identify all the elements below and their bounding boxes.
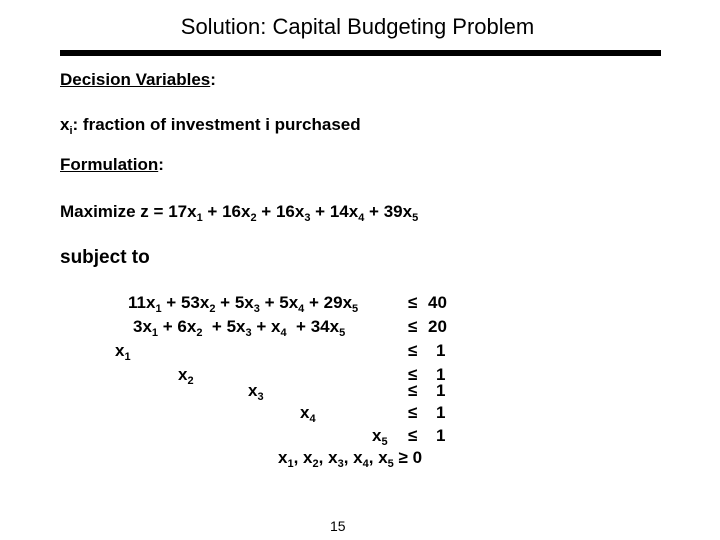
constraint-rhs: 1 xyxy=(436,426,446,445)
nonneg-term-coef: x xyxy=(353,448,363,467)
objective-term-operator: + xyxy=(202,202,223,221)
constraint-term-subscript: 3 xyxy=(257,391,264,403)
constraint-lhs xyxy=(133,317,345,337)
var-subscript-i: i xyxy=(69,125,73,137)
formulation-colon: : xyxy=(158,155,164,174)
nonneg-term-coef: x xyxy=(328,448,338,467)
var-x: x xyxy=(60,115,70,134)
objective-term-subscript: 2 xyxy=(250,212,257,224)
constraint-lhs xyxy=(128,293,358,313)
constraint-term-coef: x xyxy=(372,426,382,445)
objective-term-subscript: 4 xyxy=(358,212,365,224)
constraint-lhs xyxy=(178,365,194,385)
constraint-term-subscript: 2 xyxy=(196,327,203,339)
constraint-relation: ≤ xyxy=(408,317,418,336)
objective-term-coef: 17x xyxy=(168,202,197,221)
objective-term-operator: + xyxy=(364,202,384,221)
var-description: : fraction of investment i purchased xyxy=(72,115,361,134)
constraint-rhs: 1 xyxy=(436,381,446,400)
constraint-rhs: 1 xyxy=(436,403,446,422)
constraint-term-operator: + xyxy=(158,317,178,336)
constraint-term-coef: x xyxy=(248,381,258,400)
objective-term-subscript: 1 xyxy=(196,212,203,224)
objective-term-subscript: 5 xyxy=(412,212,419,224)
constraint-term-coef: 34x xyxy=(310,317,340,336)
constraint-term-operator: + xyxy=(161,293,181,312)
constraint-relation: ≤ xyxy=(408,381,418,400)
objective-term-operator: + xyxy=(256,202,276,221)
nonneg-term-subscript: 1 xyxy=(287,458,294,470)
constraint-term-coef: 3x xyxy=(133,317,152,336)
constraint-lhs xyxy=(248,381,264,401)
constraint-relation: ≤ xyxy=(408,365,418,384)
objective-term-subscript: 3 xyxy=(304,212,311,224)
page-number: 15 xyxy=(330,518,346,534)
constraint-relation: ≤ xyxy=(408,403,418,422)
constraint-rhs: 40 xyxy=(428,293,447,312)
subject-to-label: subject to xyxy=(60,247,150,268)
constraint-lhs xyxy=(115,341,131,361)
objective-term-coef: 14x xyxy=(329,202,359,221)
formulation-heading xyxy=(60,155,164,175)
constraint-term-subscript: 2 xyxy=(187,375,194,387)
objective-term-coef: 16x xyxy=(222,202,251,221)
constraint-term-coef: x xyxy=(178,365,188,384)
constraint-term-coef: x xyxy=(271,317,281,336)
constraint-rhs: 20 xyxy=(428,317,447,336)
objective-term-coef: 16x xyxy=(275,202,305,221)
nonnegativity-constraint xyxy=(278,448,422,468)
objective-prefix: Maximize z = xyxy=(60,202,169,221)
constraint-rhs: 1 xyxy=(436,365,446,384)
constraint-term-coef: 6x xyxy=(177,317,197,336)
constraint-term-subscript: 1 xyxy=(155,303,162,315)
constraint-term-coef: x xyxy=(115,341,125,360)
variable-definition xyxy=(60,115,361,135)
objective-term-operator: + xyxy=(310,202,330,221)
nonneg-term-coef: x xyxy=(378,448,388,467)
constraint-term-subscript: 4 xyxy=(280,327,287,339)
nonneg-term-operator: , xyxy=(343,448,354,467)
nonneg-term-coef: x xyxy=(278,448,288,467)
constraint-term-operator: + xyxy=(251,317,271,336)
constraint-relation: ≤ xyxy=(408,293,418,312)
constraint-term-coef: 5x xyxy=(226,317,246,336)
constraint-term-subscript: 1 xyxy=(151,327,159,339)
nonneg-term-operator: , xyxy=(318,448,329,467)
constraint-term-subscript: 4 xyxy=(309,413,316,425)
decision-variables-heading xyxy=(60,70,216,90)
constraint-term-subscript: 5 xyxy=(381,436,388,448)
constraint-term-subscript: 5 xyxy=(339,327,346,339)
constraint-lhs xyxy=(300,403,316,423)
constraint-term-subscript: 1 xyxy=(124,351,131,363)
formulation-label: Formulation xyxy=(60,155,159,174)
slide-title: Solution: Capital Budgeting Problem xyxy=(180,14,535,39)
objective-function xyxy=(60,202,418,222)
constraint-lhs xyxy=(372,426,388,446)
nonneg-relation: ≥ xyxy=(393,448,413,467)
constraint-term-operator: + xyxy=(304,293,324,312)
constraint-term-subscript: 2 xyxy=(209,303,216,315)
nonneg-term-subscript: 3 xyxy=(337,458,344,470)
constraint-term-coef: 53x xyxy=(180,293,210,312)
constraint-term-subscript: 4 xyxy=(298,303,305,315)
constraint-term-operator: + xyxy=(286,317,311,336)
constraint-term-coef: 5x xyxy=(234,293,254,312)
constraint-term-coef: 11x xyxy=(128,293,156,312)
constraint-rhs: 1 xyxy=(436,341,446,360)
decision-variables-label: Decision Variables xyxy=(60,70,211,89)
constraint-term-subscript: 5 xyxy=(352,303,359,315)
constraint-term-operator: + xyxy=(215,293,235,312)
constraint-term-operator: + xyxy=(202,317,227,336)
constraint-relation: ≤ xyxy=(408,341,418,360)
constraint-term-coef: 29x xyxy=(323,293,353,312)
nonneg-rhs: 0 xyxy=(412,448,423,467)
nonneg-term-subscript: 4 xyxy=(362,458,369,470)
constraint-relation: ≤ xyxy=(408,426,418,445)
decision-variables-colon: : xyxy=(210,70,216,89)
nonneg-term-subscript: 5 xyxy=(387,458,394,470)
constraint-term-coef: 5x xyxy=(279,293,299,312)
nonneg-term-operator: , xyxy=(368,448,379,467)
constraint-term-subscript: 3 xyxy=(245,327,252,339)
nonneg-term-subscript: 2 xyxy=(312,458,319,470)
nonneg-term-coef: x xyxy=(303,448,313,467)
title-rule xyxy=(60,50,661,56)
objective-term-coef: 39x xyxy=(383,202,413,221)
nonneg-term-operator: , xyxy=(293,448,304,467)
constraint-term-subscript: 3 xyxy=(253,303,260,315)
constraint-term-operator: + xyxy=(259,293,280,312)
constraint-term-coef: x xyxy=(300,403,310,422)
